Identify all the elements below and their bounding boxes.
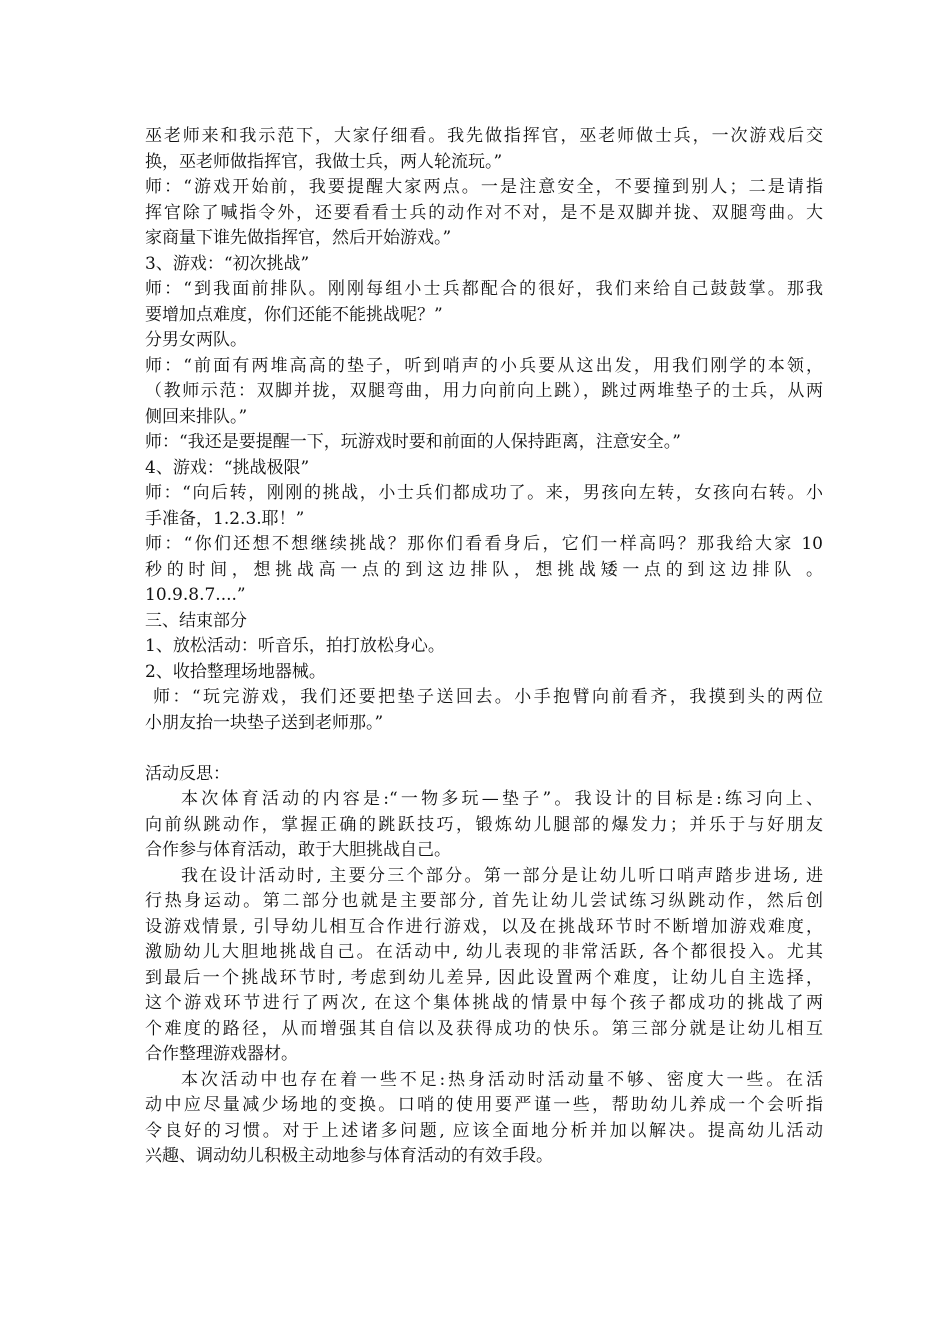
text-line: 师：“你们还想不想继续挑战？那你们看看身后，它们一样高吗？那我给大家 10 <box>145 534 823 554</box>
text-line: 三、结束部分 <box>145 610 247 631</box>
text-line: 合作参与体育活动，敢于大胆挑战自己。 <box>145 840 451 860</box>
text-line: 手准备，1.2.3.耶！” <box>145 508 305 529</box>
blank-line <box>145 736 823 762</box>
text-line: 小朋友抬一块垫子送到老师那。” <box>145 712 384 733</box>
text-line: 师：“我还是要提醒一下，玩游戏时要和前面的人保持距离，注意安全。” <box>145 432 681 452</box>
text-line: 秒的时间，想挑战高一点的到这边排队，想挑战矮一点的到这边排队 。 <box>145 559 823 580</box>
text-line: 师：“前面有两堆高高的垫子，听到哨声的小兵要从这出发，用我们刚学的本领， <box>145 355 823 376</box>
text-line: 要增加点难度，你们还能不能挑战呢？” <box>145 304 443 325</box>
document-page <box>145 124 823 1170</box>
text-line: 令良好的习惯。对于上述诸多问题, 应该全面地分析并加以解决。提高幼儿活动 <box>145 1120 823 1141</box>
text-line: 合作整理游戏器材。 <box>145 1044 298 1064</box>
text-line: 我在设计活动时, 主要分三个部分。第一部分是让幼儿听口哨声踏步进场, 进 <box>181 865 823 886</box>
text-line: 家商量下谁先做指挥官，然后开始游戏。” <box>145 228 452 248</box>
text-line: 师：“向后转，刚刚的挑战，小士兵们都成功了。来，男孩向左转，女孩向右转。小 <box>145 483 823 503</box>
text-line: 师：“游戏开始前，我要提醒大家两点。一是注意安全，不要撞到别人；二是请指 <box>145 177 823 197</box>
text-line: 巫老师来和我示范下，大家仔细看。我先做指挥官，巫老师做士兵，一次游戏后交 <box>145 126 823 146</box>
text-line: 2、收拾整理场地器械。 <box>145 661 326 682</box>
text-line: 动中应尽量减少场地的变换。口哨的使用要严谨一些，帮助幼儿养成一个会听指 <box>145 1095 823 1115</box>
text-line: 挥官除了喊指令外，还要看看士兵的动作对不对，是不是双脚并拢、双腿弯曲。大 <box>145 202 823 223</box>
text-line: 4、游戏：“挑战极限” <box>145 457 310 478</box>
text-line: 这个游戏环节进行了两次, 在这个集体挑战的情景中每个孩子都成功的挑战了两 <box>145 993 823 1013</box>
text-line: 1、放松活动：听音乐，拍打放松身心。 <box>145 636 445 656</box>
text-line: 师：“玩完游戏，我们还要把垫子送回去。小手抱臂向前看齐，我摸到头的两位 <box>153 687 823 707</box>
text-line: 激励幼儿大胆地挑战自己。在活动中, 幼儿表现的非常活跃, 各个都很投入。尤其 <box>145 942 823 962</box>
text-line: 向前纵跳动作，掌握正确的跳跃技巧，锻炼幼儿腿部的爆发力；并乐于与好朋友 <box>145 814 823 835</box>
text-line: 行热身运动。第二部分也就是主要部分, 首先让幼儿尝试练习纵跳动作，然后创 <box>145 891 823 911</box>
text-line: 设游戏情景, 引导幼儿相互合作进行游戏，以及在挑战环节时不断增加游戏难度， <box>145 916 823 937</box>
text-line: 换，巫老师做指挥官，我做士兵，两人轮流玩。” <box>145 151 503 172</box>
text-line: 本次体育活动的内容是:“一物多玩—垫子”。我设计的目标是:练习向上、 <box>181 789 823 809</box>
text-line: 分男女两队。 <box>145 330 247 350</box>
text-line: 本次活动中也存在着一些不足:热身活动时活动量不够、密度大一些。在活 <box>181 1069 823 1090</box>
text-line: 兴趣、调动幼儿积极主动地参与体育活动的有效手段。 <box>145 1146 553 1166</box>
text-line: （教师示范：双脚并拢，双腿弯曲，用力向前向上跳），跳过两堆垫子的士兵，从两 <box>145 381 823 401</box>
text-line: 师：“到我面前排队。刚刚每组小士兵都配合的很好，我们来给自己鼓鼓掌。那我 <box>145 279 823 299</box>
text-line: 个难度的路径，从而增强其自信以及获得成功的快乐。第三部分就是让幼儿相互 <box>145 1018 823 1039</box>
text-line: 活动反思： <box>145 763 230 784</box>
text-line: 到最后一个挑战环节时, 考虑到幼儿差异, 因此设置两个难度，让幼儿自主选择， <box>145 967 823 988</box>
text-line: 3、游戏：“初次挑战” <box>145 253 310 274</box>
text-line: 10.9.8.7....” <box>145 585 246 605</box>
text-line: 侧回来排队。” <box>145 406 248 427</box>
